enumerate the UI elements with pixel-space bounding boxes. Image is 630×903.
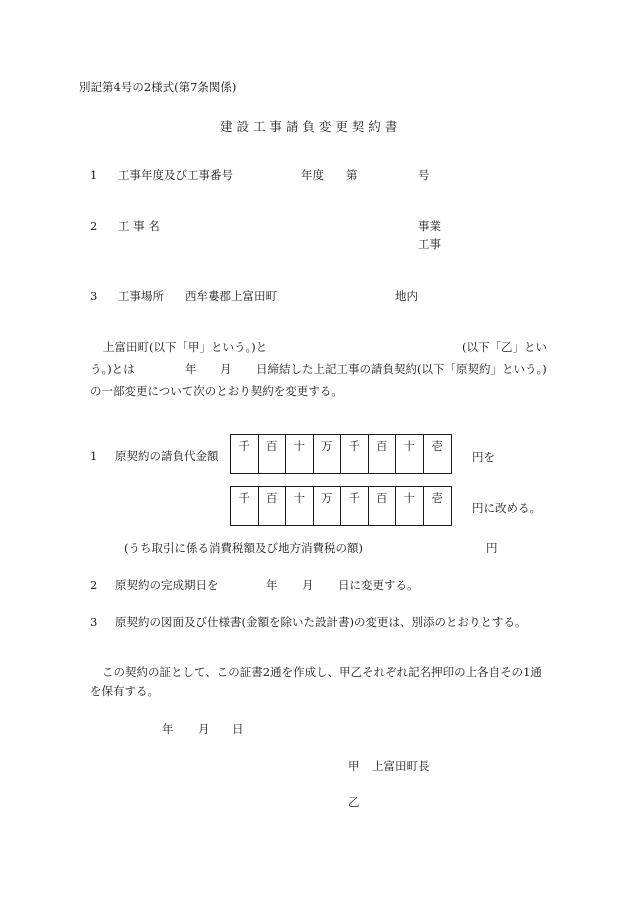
digit-cell: 壱: [431, 439, 443, 453]
change3-text: 原契約の図面及び仕様書(金額を除いた設計書)の変更は、別添のとおりとする。: [115, 615, 527, 629]
item3-number: 3: [90, 289, 98, 303]
change1-number: 1: [90, 449, 98, 463]
form-number: 別記第4号の2様式(第7条関係): [79, 80, 237, 94]
body-line1-a: 上富田町(以下「甲」という。)と: [103, 340, 268, 354]
digit-cell: 千: [341, 487, 369, 525]
digit-cell: 百: [369, 435, 397, 473]
digit-cell: 十: [396, 435, 424, 473]
change2-text-b: 日に変更する。: [338, 578, 419, 592]
party-ko-name: 上富田町長: [372, 759, 430, 773]
digit-cell: 壱: [431, 491, 443, 505]
change3-number: 3: [90, 615, 98, 629]
digit-cell: 千: [231, 487, 259, 525]
item1-number: 1: [90, 168, 98, 182]
digit-cell: 千: [341, 435, 369, 473]
item2-suffix-koji: 工事: [418, 237, 441, 251]
party-ko: 甲: [348, 759, 360, 773]
new-amount-grid[interactable]: [230, 486, 452, 526]
tax-yen: 円: [486, 541, 498, 555]
digit-cell: 百: [259, 435, 287, 473]
change1-suffix2: 円に改める。: [472, 501, 541, 515]
body-line2-b: 日締結した上記工事の請負契約(以下「原契約」という。): [256, 362, 547, 376]
change1-suffix1: 円を: [472, 450, 495, 464]
date-tsuki: 月: [198, 722, 210, 736]
digit-cell: 百: [259, 487, 287, 525]
closing-line1: この契約の証として、この証書2通を作成し、甲乙それぞれ記名押印の上各自その1通: [102, 665, 542, 679]
item1-go: 号: [418, 168, 430, 182]
date-nen: 年: [162, 722, 174, 736]
item2-suffix-jigyo: 事業: [418, 219, 441, 233]
body-line2-a: う。)とは: [90, 362, 135, 376]
change2-number: 2: [90, 578, 98, 592]
item1-dai: 第: [346, 168, 358, 182]
closing-line2: を保有する。: [90, 684, 159, 698]
item1-year-unit: 年度: [301, 168, 324, 182]
tax-note: (うち取引に係る消費税額及び地方消費税の額): [124, 541, 363, 555]
body-line3: の一部変更について次のとおり契約を変更する。: [90, 384, 343, 398]
item2-label: 工 事 名: [118, 219, 160, 233]
item3-label: 工事場所: [118, 289, 164, 303]
digit-cell: 百: [369, 487, 397, 525]
item2-number: 2: [90, 219, 98, 233]
item3-place: 西牟婁郡上富田町: [185, 289, 277, 303]
change2-tsuki: 月: [302, 578, 314, 592]
body-line1-b: (以下「乙」とい: [462, 340, 547, 354]
original-amount-grid[interactable]: [230, 434, 452, 474]
item1-label: 工事年度及び工事番号: [118, 168, 233, 182]
change1-label: 原契約の請負代金額: [115, 449, 219, 463]
body-line2-nen: 年: [185, 362, 197, 376]
digit-cell: 千: [231, 435, 259, 473]
party-otsu: 乙: [348, 795, 360, 809]
body-line2-tsuki: 月: [220, 362, 232, 376]
change2-nen: 年: [266, 578, 278, 592]
date-hi: 日: [232, 722, 244, 736]
digit-cell: 十: [396, 487, 424, 525]
digit-cell: 十: [286, 487, 314, 525]
digit-cell: 万: [314, 487, 342, 525]
document-title: 建 設 工 事 請 負 変 更 契 約 書: [220, 119, 398, 134]
item3-suffix: 地内: [395, 289, 418, 303]
digit-cell: 十: [286, 435, 314, 473]
digit-cell: 万: [314, 435, 342, 473]
change2-text-a: 原契約の完成期日を: [115, 578, 219, 592]
